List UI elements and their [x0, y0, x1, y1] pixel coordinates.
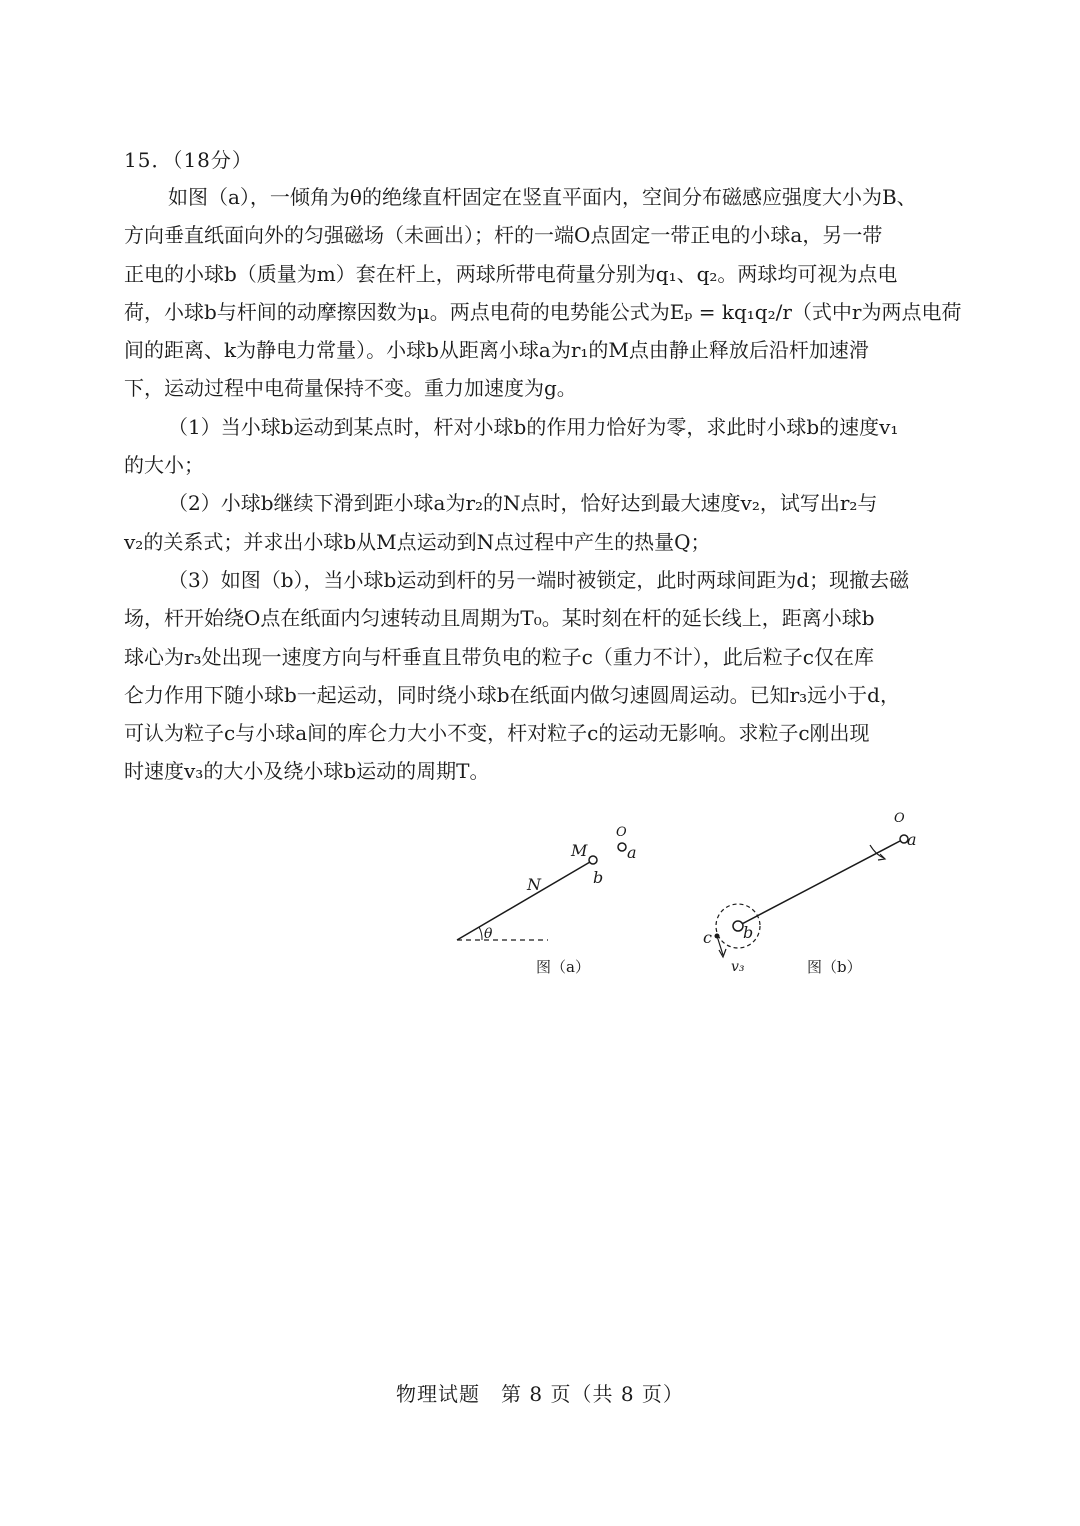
part-line: v₂的关系式；并求出小球b从M点运动到N点过程中产生的热量Q；: [124, 529, 711, 554]
part-1: [124, 408, 946, 485]
part-line: （3）如图（b），当小球b运动到杆的另一端时被锁定，此时两球间距为d；现撤去磁: [168, 567, 910, 592]
part-3: [124, 561, 946, 791]
part-line: 可认为粒子c与小球a间的库仑力大小不变，杆对粒子c的运动无影响。求粒子c刚出现: [124, 721, 870, 746]
rod: [457, 862, 590, 940]
label-b: b: [593, 868, 604, 887]
question-number: 15．（18分）: [124, 148, 253, 172]
label-O: O: [894, 811, 905, 826]
label-theta: θ: [484, 926, 493, 942]
question-stem: [124, 178, 962, 791]
label-a: a: [907, 830, 917, 849]
label-O: O: [616, 825, 627, 840]
label-a: a: [627, 843, 637, 862]
part-line: （2）小球b继续下滑到距小球a为r₂的N点时，恰好达到最大速度v₂，试写出r₂与: [168, 491, 878, 516]
rotating-rod: [738, 841, 900, 926]
label-N: N: [527, 875, 541, 894]
label-b: b: [743, 923, 754, 942]
label-v3: v₃: [731, 959, 745, 975]
part-2: [124, 484, 946, 561]
label-c: c: [703, 928, 712, 947]
figure-a: [440, 815, 640, 985]
stem-line: 正电的小球b（质量为m）套在杆上，两球所带电荷量分别为q₁、q₂。两球均可视为点电: [124, 261, 898, 286]
page-footer: 物理试题 第 8 页（共 8 页）: [396, 1382, 684, 1406]
ball-a: [618, 843, 626, 851]
part-line: 时速度v₃的大小及绕小球b运动的周期T。: [124, 759, 490, 784]
stem-line: 荷，小球b与杆间的动摩擦因数为μ。两点电荷的电势能公式为Eₚ = kq₁q₂/r（式中r为两点电荷: [124, 299, 962, 324]
caption-figure-b: 图（b）: [807, 958, 862, 976]
figure-b: [690, 805, 940, 985]
part-line: 的大小；: [124, 453, 204, 478]
part-line: （1）当小球b运动到某点时，杆对小球b的作用力恰好为零，求此时小球b的速度v₁: [168, 414, 899, 439]
part-line: 仑力作用下随小球b一起运动，同时绕小球b在纸面内做匀速圆周运动。已知r₃远小于d，: [124, 682, 900, 707]
stem-line: 如图（a），一倾角为θ的绝缘直杆固定在竖直平面内，空间分布磁感应强度大小为B、: [168, 185, 917, 209]
stem-line: 方向垂直纸面向外的匀强磁场（未画出）；杆的一端O点固定一带正电的小球a，另一带: [124, 223, 883, 248]
stem-line: 下，运动过程中电荷量保持不变。重力加速度为g。: [124, 376, 577, 401]
stem-line: 间的距离、k为静电力常量）。小球b从距离小球a为r₁的M点由静止释放后沿杆加速滑: [124, 338, 869, 363]
ball-b: [589, 856, 597, 864]
part-line: 场，杆开始绕O点在纸面内匀速转动且周期为T₀。某时刻在杆的延长线上，距离小球b: [124, 606, 875, 631]
angle-arc: [479, 927, 482, 940]
caption-figure-a: 图（a）: [536, 958, 590, 976]
label-M: M: [571, 841, 588, 860]
ball-b: [733, 921, 743, 931]
part-line: 球心为r₃处出现一速度方向与杆垂直且带负电的粒子c（重力不计），此后粒子c仅在库: [124, 644, 874, 669]
